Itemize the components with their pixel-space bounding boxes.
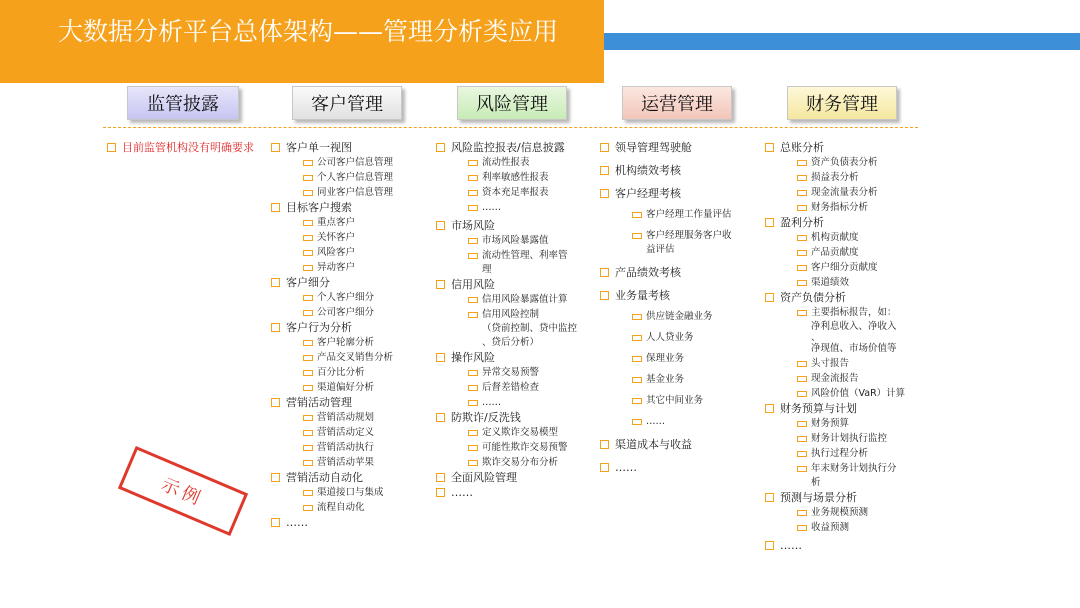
list-item: 操作风险 (436, 350, 596, 365)
header-regulatory-disclosure: 监管披露 (127, 86, 239, 120)
sub-item: 百分比分析 (271, 365, 431, 380)
sub-item: 产品贡献度 (765, 245, 925, 260)
sub-item: …… (600, 414, 760, 429)
sub-item: 其它中间业务 (600, 393, 760, 408)
sub-item: 风险价值（VaR）计算 (765, 386, 925, 401)
sub-item: 利率敏感性报表 (436, 170, 596, 185)
sub-item: 资产负债表分析 (765, 155, 925, 170)
column-risk (436, 140, 596, 500)
header-risk-management: 风险管理 (457, 86, 567, 120)
sub-item: 个人客户信息管理 (271, 170, 431, 185)
sub-item: 保理业务 (600, 351, 760, 366)
header-customer-management: 客户管理 (292, 86, 402, 120)
list-item: 总账分析 (765, 140, 925, 155)
sub-item: 异动客户 (271, 260, 431, 275)
sub-item: 后督差错检查 (436, 380, 596, 395)
sub-item: 客户经理服务客户收 (600, 228, 760, 243)
sub-item: 业务规模预测 (765, 505, 925, 520)
sub-item: 市场风险暴露值 (436, 233, 596, 248)
sub-item-continuation: 、贷后分析） (482, 337, 540, 348)
list-item: 目标客户搜索 (271, 200, 431, 215)
sub-item: 客户细分贡献度 (765, 260, 925, 275)
list-item: 营销活动自动化 (271, 470, 431, 485)
sub-item-continuation: 净利息收入、净收入 (811, 321, 897, 332)
sub-item: 人人贷业务 (600, 330, 760, 345)
sub-item: 流程自动化 (271, 500, 431, 515)
sub-item: 收益预测 (765, 520, 925, 535)
sub-item: 公司客户细分 (271, 305, 431, 320)
list-item: 领导管理驾驶舱 (600, 140, 760, 155)
sub-item: 同业客户信息管理 (271, 185, 431, 200)
list-item: 业务量考核 (600, 288, 760, 303)
list-item: 信用风险 (436, 277, 596, 292)
page-title: 大数据分析平台总体架构——管理分析类应用 (58, 17, 559, 46)
list-item: 客户单一视图 (271, 140, 431, 155)
sub-item: 流动性报表 (436, 155, 596, 170)
sub-item: 营销活动苹果 (271, 455, 431, 470)
sub-item: 关怀客户 (271, 230, 431, 245)
sub-item: 财务计划执行监控 (765, 431, 925, 446)
sub-item: 流动性管理、利率管 (436, 248, 596, 263)
column-finance (765, 140, 925, 553)
list-item: …… (271, 515, 431, 530)
list-item: 客户行为分析 (271, 320, 431, 335)
sub-item: 重点客户 (271, 215, 431, 230)
sub-item: 基金业务 (600, 372, 760, 387)
list-item: 渠道成本与收益 (600, 437, 760, 452)
list-item: 防欺诈/反洗钱 (436, 410, 596, 425)
sub-item: 营销活动规划 (271, 410, 431, 425)
sub-item-continuation: 析 (811, 477, 821, 488)
list-item: 全面风险管理 (436, 470, 596, 485)
sub-item: 渠道接口与集成 (271, 485, 431, 500)
list-item: …… (600, 460, 760, 475)
sub-item: 执行过程分析 (765, 446, 925, 461)
list-item: 客户细分 (271, 275, 431, 290)
list-item: 产品绩效考核 (600, 265, 760, 280)
list-item: 预测与场景分析 (765, 490, 925, 505)
sub-item: 公司客户信息管理 (271, 155, 431, 170)
sub-item: 渠道偏好分析 (271, 380, 431, 395)
sub-item-continuation: 益评估 (646, 244, 675, 255)
sub-item: 财务预算 (765, 416, 925, 431)
column-operations (600, 140, 760, 475)
sub-item: 年末财务计划执行分 (765, 461, 925, 476)
list-item: 风险监控报表/信息披露 (436, 140, 596, 155)
sub-item: 个人客户细分 (271, 290, 431, 305)
sub-item: 营销活动执行 (271, 440, 431, 455)
list-item: …… (765, 538, 925, 553)
header-operations-management: 运营管理 (622, 86, 732, 120)
sub-item: 损益表分析 (765, 170, 925, 185)
sub-item: 可能性欺诈交易预警 (436, 440, 596, 455)
sub-item: 客户经理工作量评估 (600, 207, 760, 222)
sub-item: 头寸报告 (765, 356, 925, 371)
list-item: 市场风险 (436, 218, 596, 233)
sub-item: 营销活动定义 (271, 425, 431, 440)
sub-item: 客户轮廓分析 (271, 335, 431, 350)
list-item: …… (436, 485, 596, 500)
sub-item: 现金流报告 (765, 371, 925, 386)
sub-item: 异常交易预警 (436, 365, 596, 380)
title-band (0, 0, 604, 83)
column-regulatory (107, 140, 257, 155)
list-item: 财务预算与计划 (765, 401, 925, 416)
blue-accent-bar (604, 33, 1080, 50)
list-item: 盈利分析 (765, 215, 925, 230)
example-stamp: 示例 (118, 446, 248, 536)
sub-item-continuation: 净现值、市场价值等 (811, 343, 897, 354)
header-finance-management: 财务管理 (787, 86, 897, 120)
sub-item: 资本充足率报表 (436, 185, 596, 200)
sub-item: 风险客户 (271, 245, 431, 260)
sub-item: 财务指标分析 (765, 200, 925, 215)
sub-item-continuation: 理 (482, 264, 492, 275)
sub-item: 信用风险控制 (436, 307, 596, 322)
column-customer (271, 140, 431, 530)
list-item: 营销活动管理 (271, 395, 431, 410)
sub-item: 定义欺诈交易模型 (436, 425, 596, 440)
list-item: 机构绩效考核 (600, 163, 760, 178)
sub-item: 产品交叉销售分析 (271, 350, 431, 365)
list-item: 资产负债分析 (765, 290, 925, 305)
sub-item: …… (436, 395, 596, 410)
sub-item: 信用风险暴露值计算 (436, 292, 596, 307)
sub-item: 欺诈交易分布分析 (436, 455, 596, 470)
sub-item: 供应链金融业务 (600, 309, 760, 324)
sub-item: 渠道绩效 (765, 275, 925, 290)
sub-item-continuation: 、 (811, 332, 821, 343)
dashed-divider (103, 127, 918, 128)
sub-item: 主要指标报告，如： (765, 305, 925, 320)
sub-item: 现金流量表分析 (765, 185, 925, 200)
sub-item: 机构贡献度 (765, 230, 925, 245)
sub-item: …… (436, 200, 596, 215)
list-item: 客户经理考核 (600, 186, 760, 201)
sub-item-continuation: （贷前控制、贷中监控 (482, 323, 578, 334)
list-item: 目前监管机构没有明确要求 (107, 140, 257, 155)
